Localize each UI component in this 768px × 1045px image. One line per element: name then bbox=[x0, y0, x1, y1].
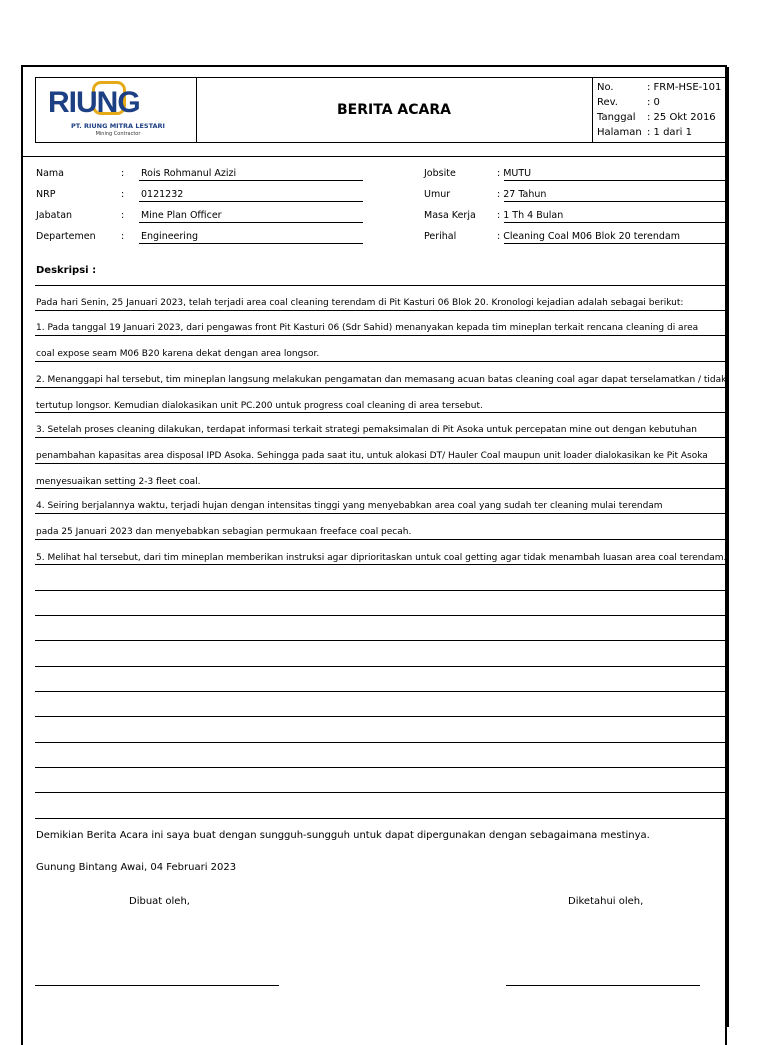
description-line: coal expose seam M06 B20 karena dekat dengan area longsor. bbox=[36, 349, 320, 359]
description-line: 5. Melihat hal tersebut, dari tim mineplan memberikan instruksi agar diprioritaskan untuk coal getting agar tidak menambah luasan area coal terendam. bbox=[36, 553, 727, 563]
underline bbox=[504, 243, 727, 244]
ruled-line bbox=[35, 792, 727, 793]
ruled-line bbox=[35, 666, 727, 667]
ruled-line bbox=[35, 285, 727, 286]
ruled-line bbox=[35, 615, 727, 616]
section-divider bbox=[21, 156, 727, 157]
logo-company: PT. RIUNG MITRA LESTARI bbox=[71, 122, 165, 130]
meta-key: No. bbox=[597, 82, 614, 93]
info-colon: : bbox=[121, 231, 125, 242]
meta-value: : FRM-HSE-101 bbox=[647, 82, 722, 93]
form-meta bbox=[593, 78, 725, 142]
meta-value: : 1 dari 1 bbox=[647, 127, 692, 138]
info-colon: : bbox=[121, 210, 125, 221]
underline bbox=[139, 243, 363, 244]
place-date: Gunung Bintang Awai, 04 Februari 2023 bbox=[36, 862, 237, 873]
description-line: tertutup longsor. Kemudian dialokasikan unit PC.200 untuk progress coal cleaning di area tersebut. bbox=[36, 401, 483, 411]
description-line: 4. Seiring berjalannya waktu, terjadi hujan dengan intensitas tinggi yang menyebabkan area coal yang sudah ter cleaning mulai terendam bbox=[36, 501, 663, 511]
meta-key: Rev. bbox=[597, 97, 618, 108]
meta-key: Tanggal bbox=[597, 112, 636, 123]
info-value-departemen: Engineering bbox=[141, 231, 198, 242]
description-line: penambahan kapasitas area disposal IPD Asoka. Sehingga pada saat itu, untuk alokasi DT/ Hauler Coal maupun unit loader dialokasikan ke Pit Asoka bbox=[36, 451, 708, 461]
info-label-masa-kerja: Masa Kerja bbox=[424, 210, 476, 221]
description-line: menyesuaikan setting 2-3 fleet coal. bbox=[36, 477, 201, 487]
ruled-line bbox=[35, 590, 727, 591]
ruled-line bbox=[35, 463, 727, 464]
logo-tagline: Mining Contractor bbox=[95, 131, 141, 137]
ruled-line bbox=[35, 691, 727, 692]
meta-key: Halaman bbox=[597, 127, 642, 138]
underline bbox=[504, 180, 727, 181]
description-line: 3. Setelah proses cleaning dilakukan, terdapat informasi terkait strategi pemaksimalan di Pit Asoka untuk percepatan mine out dengan kebutuhan bbox=[36, 425, 697, 435]
info-colon: : bbox=[121, 168, 125, 179]
info-value-nama: Rois Rohmanul Azizi bbox=[141, 168, 237, 179]
company-logo bbox=[36, 78, 197, 142]
info-label-nama: Nama bbox=[36, 168, 65, 179]
info-label-umur: Umur bbox=[424, 189, 451, 200]
underline bbox=[504, 222, 727, 223]
info-value-nrp: 0121232 bbox=[141, 189, 184, 200]
title-cell bbox=[196, 78, 593, 142]
info-value-perihal: : Cleaning Coal M06 Blok 20 terendam bbox=[497, 231, 680, 242]
logo-text: RIUNG bbox=[48, 86, 140, 119]
ruled-line bbox=[35, 716, 727, 717]
signature-line-made-by bbox=[35, 985, 279, 986]
info-value-jobsite: : MUTU bbox=[497, 168, 532, 179]
info-value-jabatan: Mine Plan Officer bbox=[141, 210, 222, 221]
meta-value: : 25 Okt 2016 bbox=[647, 112, 716, 123]
info-label-jabatan: Jabatan bbox=[36, 210, 73, 221]
ruled-line bbox=[35, 387, 727, 388]
ruled-line bbox=[35, 310, 727, 311]
description-line: 1. Pada tanggal 19 Januari 2023, dari pengawas front Pit Kasturi 06 (Sdr Sahid) menanyakan kepada tim mineplan terkait rencana cleaning di area bbox=[36, 323, 699, 333]
ruled-line bbox=[35, 742, 727, 743]
ruled-line bbox=[35, 335, 727, 336]
acknowledged-by-label: Diketahui oleh, bbox=[568, 896, 644, 907]
info-colon: : bbox=[121, 189, 125, 200]
description-line: 2. Menanggapi hal tersebut, tim mineplan langsung melakukan pengamatan dan memasang acuan batas cleaning coal agar dapat terselamatkan / tidak bbox=[36, 375, 727, 385]
ruled-line bbox=[35, 361, 727, 362]
ruled-line bbox=[35, 437, 727, 438]
ruled-line bbox=[35, 539, 727, 540]
meta-value: : 0 bbox=[647, 97, 660, 108]
document-title: BERITA ACARA bbox=[337, 102, 451, 118]
info-label-jobsite: Jobsite bbox=[424, 168, 456, 179]
underline bbox=[139, 201, 363, 202]
ruled-line bbox=[35, 513, 727, 514]
signature-line-acknowledged-by bbox=[506, 985, 700, 986]
frame-shadow bbox=[727, 67, 729, 1027]
underline bbox=[139, 222, 363, 223]
description-line: pada 25 Januari 2023 dan menyebabkan sebagian permukaan freeface coal pecah. bbox=[36, 527, 412, 537]
ruled-line bbox=[35, 412, 727, 413]
info-label-departemen: Departemen bbox=[36, 231, 96, 242]
underline bbox=[139, 180, 363, 181]
form-header bbox=[35, 77, 726, 143]
info-label-perihal: Perihal bbox=[424, 231, 457, 242]
ruled-line bbox=[35, 818, 727, 819]
ruled-line bbox=[35, 640, 727, 641]
info-value-masa-kerja: : 1 Th 4 Bulan bbox=[497, 210, 564, 221]
made-by-label: Dibuat oleh, bbox=[129, 896, 190, 907]
ruled-line bbox=[35, 767, 727, 768]
description-line: Pada hari Senin, 25 Januari 2023, telah terjadi area coal cleaning terendam di Pit Kasturi 06 Blok 20. Kronologi kejadian adalah sebagai berikut: bbox=[36, 298, 684, 308]
ruled-line bbox=[35, 564, 727, 565]
underline bbox=[504, 201, 727, 202]
description-heading: Deskripsi : bbox=[36, 265, 97, 276]
ruled-line bbox=[35, 488, 727, 489]
info-value-umur: : 27 Tahun bbox=[497, 189, 547, 200]
info-label-nrp: NRP bbox=[36, 189, 56, 200]
closing-statement: Demikian Berita Acara ini saya buat dengan sungguh-sungguh untuk dapat dipergunakan dengan sebagaimana mestinya. bbox=[36, 830, 650, 841]
